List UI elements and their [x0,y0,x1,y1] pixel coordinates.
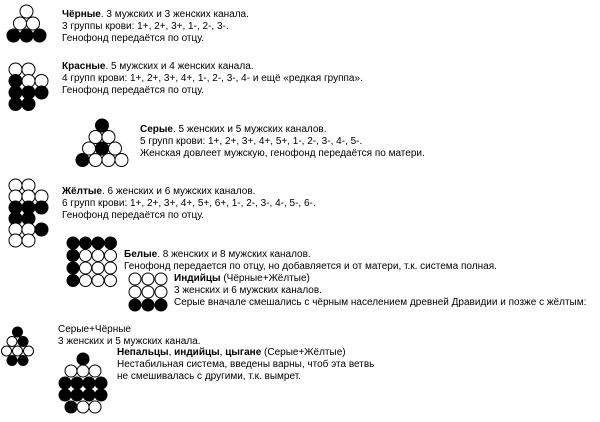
roma-separator: , [219,347,226,358]
hollow-dot [92,275,104,287]
roma-line2: не смешивалась с другими, т.к. вымрет. [117,371,301,382]
roma-separator: , [168,347,175,358]
filled-dot [83,377,95,389]
black-race-summary: . 3 мужских и 3 женских канала. [100,9,249,20]
filled-dot [80,237,92,249]
black-race-title: Чёрные [62,9,101,20]
filled-dot [71,377,83,389]
hollow-dot [129,286,141,298]
hollow-dot [13,346,23,356]
filled-dot [105,237,117,249]
hollow-dot [105,250,117,262]
filled-dot [71,389,83,401]
hollow-dot [9,234,22,247]
filled-dot [96,142,109,155]
filled-dot [59,377,71,389]
hollow-dot [142,273,154,285]
yellow-race-summary: . 6 женских и 6 мужских каналов. [101,186,256,197]
hollow-dot [7,337,17,347]
hollow-dot [24,346,34,356]
hollow-dot [155,273,167,285]
indians-channels: 3 женских и 6 мужских каналов. [174,285,322,296]
hollow-dot [80,275,92,287]
hollow-dot [92,250,104,262]
grey-race-summary: . 5 женских и 5 мужских каналов. [173,124,327,135]
yellow-race-text [62,186,316,222]
hollow-dot [102,154,115,167]
grey-race-title: Серые [140,124,173,135]
filled-dot [65,401,77,413]
grey-black-dots [6,326,58,366]
filled-dot [95,389,107,401]
filled-dot [67,275,79,287]
hollow-dot [89,401,101,413]
hollow-dot [77,401,89,413]
indians-subtitle: (Чёрные+Жёлтые) [220,273,310,284]
hollow-dot [2,346,12,356]
filled-dot [129,299,141,311]
grey-black-channels: 3 женских и 5 мужских канала. [58,336,201,347]
yellow-race-title: Жёлтые [62,186,102,197]
white-race-dots [66,236,122,292]
filled-dot [18,356,28,366]
filled-dot [33,29,46,42]
grey-black-title: Серые+Чёрные [58,324,131,335]
filled-dot [35,223,48,236]
red-race-gene: Генофонд передаётся по отцу. [62,85,204,96]
filled-dot [7,29,20,42]
white-race-gene: Генофонд передается по отцу, но добавляется и от матери, т.к. система полная. [124,261,497,272]
hollow-dot [14,17,27,30]
red-race-dots [8,62,62,112]
hollow-dot [92,262,104,274]
black-race-dots [6,4,48,54]
hollow-dot [105,262,117,274]
filled-dot [9,98,22,111]
black-race-text [62,9,249,45]
filled-dot [67,237,79,249]
roma-title-nepalese: Непальцы [117,347,169,358]
red-race-text [62,61,363,97]
grey-race-dots [75,118,135,168]
filled-dot [155,299,167,311]
filled-dot [77,353,89,365]
red-race-blood: 4 групп крови: 1+, 2+, 3+, 4+, 1-, 2-, 3-, 4- и ещё «редкая группа». [62,73,363,84]
filled-dot [59,389,71,401]
roma-line1: Нестабильная система, введены варны, чтоб эта ветвь [117,359,375,370]
white-race-title: Белые [124,249,158,260]
hollow-dot [115,154,128,167]
filled-dot [76,154,89,167]
filled-dot [18,337,28,347]
hollow-dot [155,286,167,298]
hollow-dot [89,131,102,144]
filled-dot [96,119,109,132]
filled-dot [67,250,79,262]
red-race-summary: . 5 мужских и 4 женских канала. [105,61,254,72]
hollow-dot [27,17,40,30]
black-race-blood: 3 группы крови: 1+, 2+, 3+, 1-, 2-, 3-. [62,21,229,32]
filled-dot [7,356,17,366]
filled-dot [13,327,23,337]
filled-dot [20,29,33,42]
roma-text [117,347,374,383]
hollow-dot [65,365,77,377]
indians-note: Серые вначале смешались с чёрным населением древней Дравидии и позже с жёлтым: [174,297,587,308]
indians-title: Индийцы [174,273,221,284]
yellow-race-gene: Генофонд передаётся по отцу. [62,210,204,221]
hollow-dot [80,262,92,274]
grey-black-text [58,324,201,348]
filled-dot [22,98,35,111]
hollow-dot [20,5,33,18]
hollow-dot [80,250,92,262]
filled-dot [67,262,79,274]
white-race-text [124,249,497,273]
grey-race-blood: 5 групп крови: 1+, 2+, 3+, 4+, 5+, 1-, 2-, 3-, 4-, 5-. [140,136,363,147]
red-race-title: Красные [62,61,106,72]
hollow-dot [109,142,122,155]
hollow-dot [105,275,117,287]
filled-dot [95,377,107,389]
hollow-dot [89,365,101,377]
hollow-dot [129,273,141,285]
filled-dot [35,86,48,99]
black-race-gene: Генофонд передаётся по отцу. [62,33,204,44]
hollow-dot [89,154,102,167]
roma-subtitle: (Серые+Жёлтые) [261,347,346,358]
filled-dot [92,237,104,249]
roma-title-indians: индийцы [174,347,220,358]
hollow-dot [83,142,96,155]
filled-dot [35,201,48,214]
indians-text [174,273,586,309]
hollow-dot [22,234,35,247]
hollow-dot [77,365,89,377]
yellow-race-dots [8,178,64,248]
hollow-dot [102,131,115,144]
yellow-race-blood: 6 групп крови: 1+, 2+, 3+, 4+, 5+, 6+, 1-, 2-, 3-, 4-, 5-, 6-. [62,198,316,209]
indians-dots [128,272,170,318]
grey-race-gene: Женская довлеет мужскую, генофонд передаётся по матери. [140,148,425,159]
white-race-summary: . 8 женских и 8 мужских каналов. [157,249,311,260]
roma-title-gypsies: цыгане [225,347,262,358]
filled-dot [142,299,154,311]
hollow-dot [142,286,154,298]
filled-dot [83,389,95,401]
roma-dots [64,352,118,422]
grey-race-text [140,124,425,160]
